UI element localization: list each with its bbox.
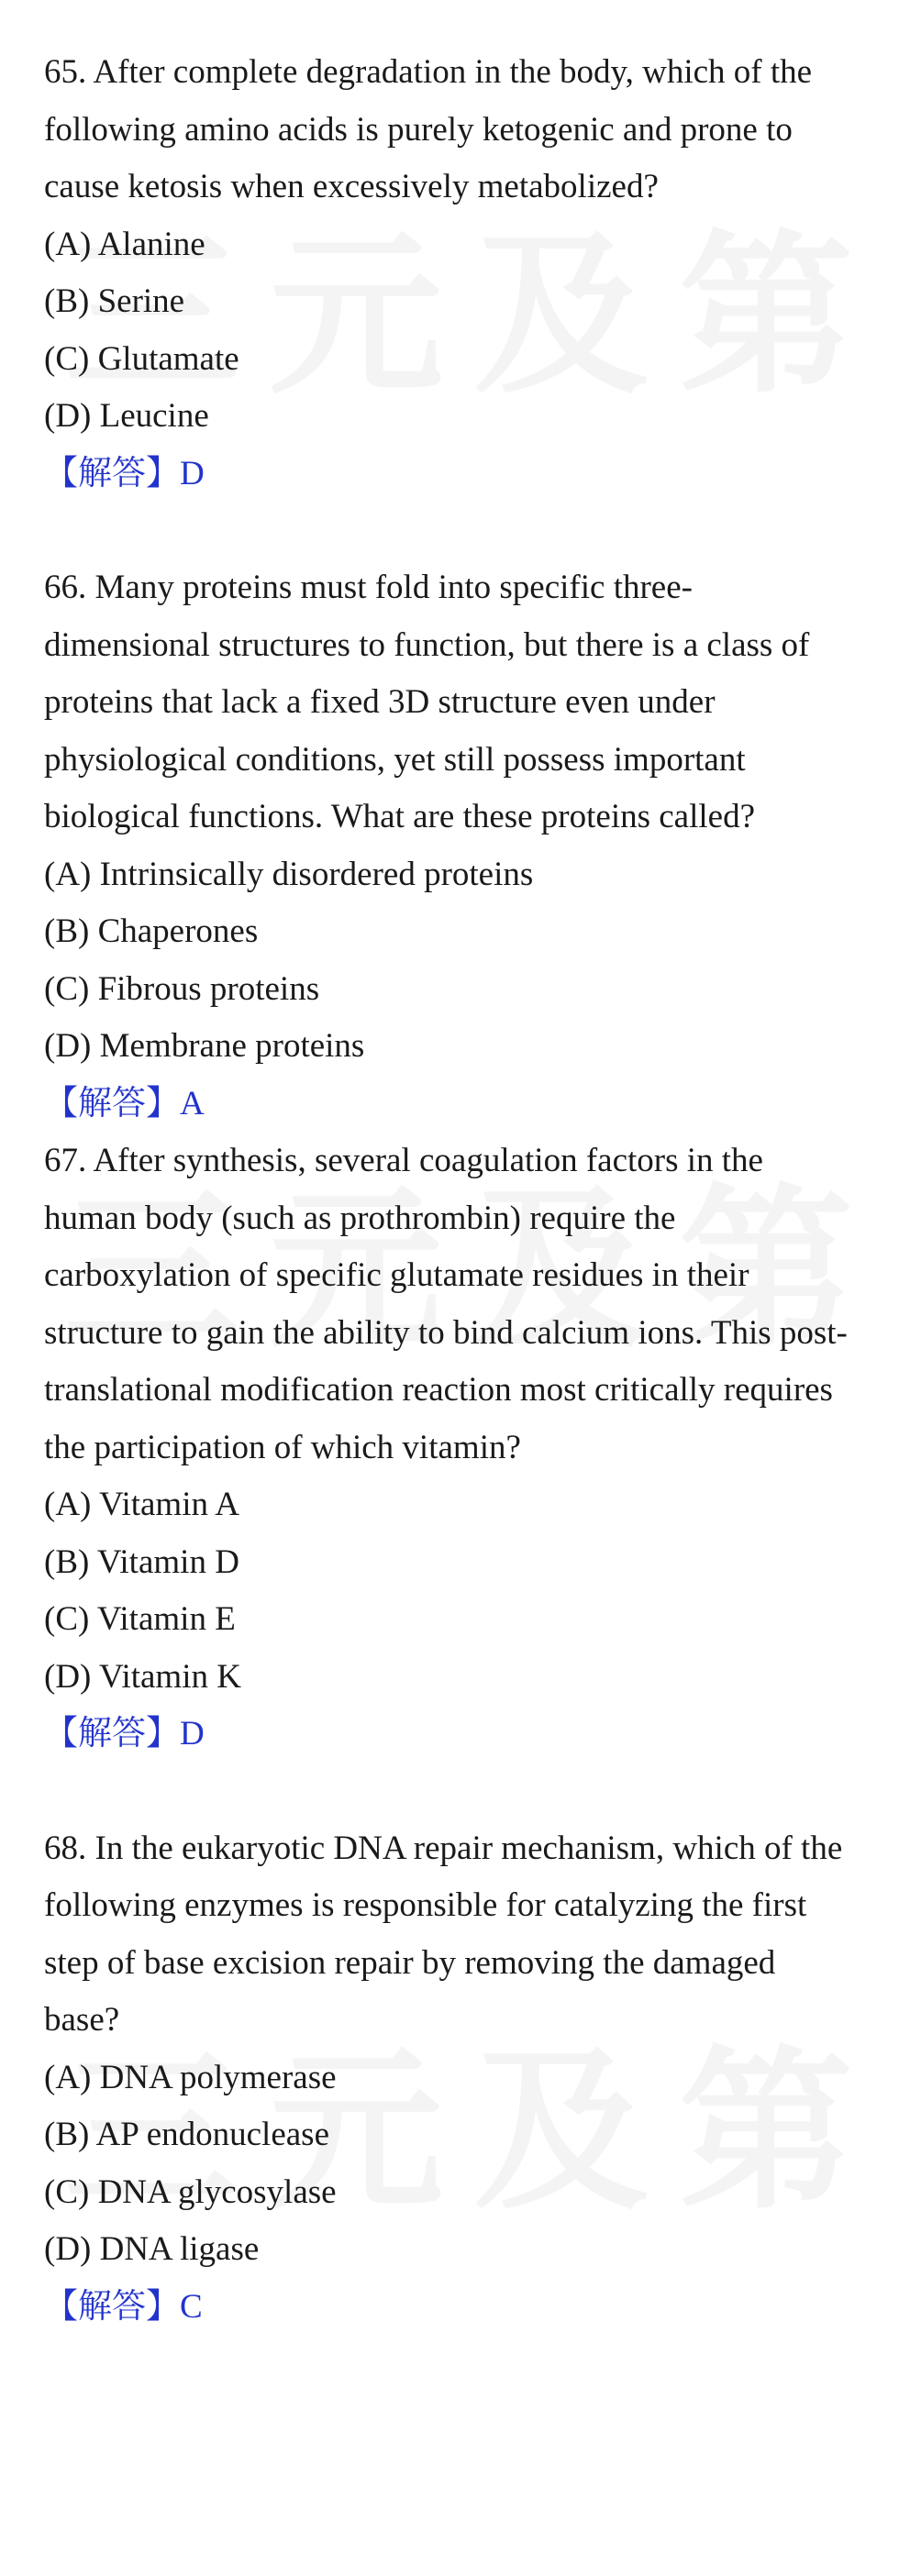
question-text: 67. After synthesis, several coagulation factors in the human body (such as prothrombin) require the carboxylation of specific glutamate residues in their structure to gain the ability to bind calcium ions. This post-translational modification reaction most critically requires the participation of which vitamin? — [44, 1142, 848, 1466]
option-d: (D) Membrane proteins — [44, 1027, 365, 1065]
answer-prefix: 【解答】 — [44, 2287, 180, 2326]
option-b: (B) Serine — [44, 282, 185, 320]
question-text: 66. Many proteins must fold into specific three-dimensional structures to function, but there is a class of proteins that lack a fixed 3D structure even under physiological conditions, yet still possess important biological functions. What are these proteins called? — [44, 569, 810, 835]
answer-value: D — [180, 1715, 205, 1752]
answer-line — [44, 2279, 855, 2337]
option-a: (A) Vitamin A — [44, 1486, 239, 1523]
option-d: (D) DNA ligase — [44, 2230, 260, 2268]
question-text: 65. After complete degradation in the body, which of the following amino acids is purely ketogenic and prone to cause ketosis when excessively metabolized? — [44, 53, 813, 205]
question-65 — [44, 44, 855, 503]
option-c: (C) Fibrous proteins — [44, 969, 320, 1008]
option-c: (C) Glutamate — [44, 339, 239, 378]
option-b: (B) Chaperones — [44, 912, 259, 950]
option-d: (D) Vitamin K — [44, 1657, 241, 1696]
question-68 — [44, 1820, 855, 2337]
answer-line — [44, 1706, 855, 1763]
answer-value: A — [180, 1084, 205, 1122]
answer-value: D — [180, 454, 205, 492]
option-a: (A) Alanine — [44, 225, 205, 263]
option-b: (B) AP endonuclease — [44, 2116, 329, 2153]
answer-prefix: 【解答】 — [44, 454, 180, 492]
question-text: 68. In the eukaryotic DNA repair mechanism, which of the following enzymes is responsible for catalyzing the first step of base excision repair by removing the damaged base? — [44, 1829, 843, 2039]
option-c: (C) Vitamin E — [44, 1600, 236, 1638]
option-a: (A) DNA polymerase — [44, 2058, 337, 2096]
option-d: (D) Leucine — [44, 397, 209, 435]
answer-line — [44, 446, 855, 503]
question-66 — [44, 559, 855, 1133]
answer-prefix: 【解答】 — [44, 1084, 180, 1122]
answer-value: C — [180, 2287, 203, 2326]
option-a: (A) Intrinsically disordered proteins — [44, 855, 534, 893]
answer-line — [44, 1076, 855, 1133]
answer-prefix: 【解答】 — [44, 1715, 180, 1752]
option-c: (C) DNA glycosylase — [44, 2172, 337, 2211]
option-b: (B) Vitamin D — [44, 1542, 239, 1581]
question-67 — [44, 1133, 855, 1763]
